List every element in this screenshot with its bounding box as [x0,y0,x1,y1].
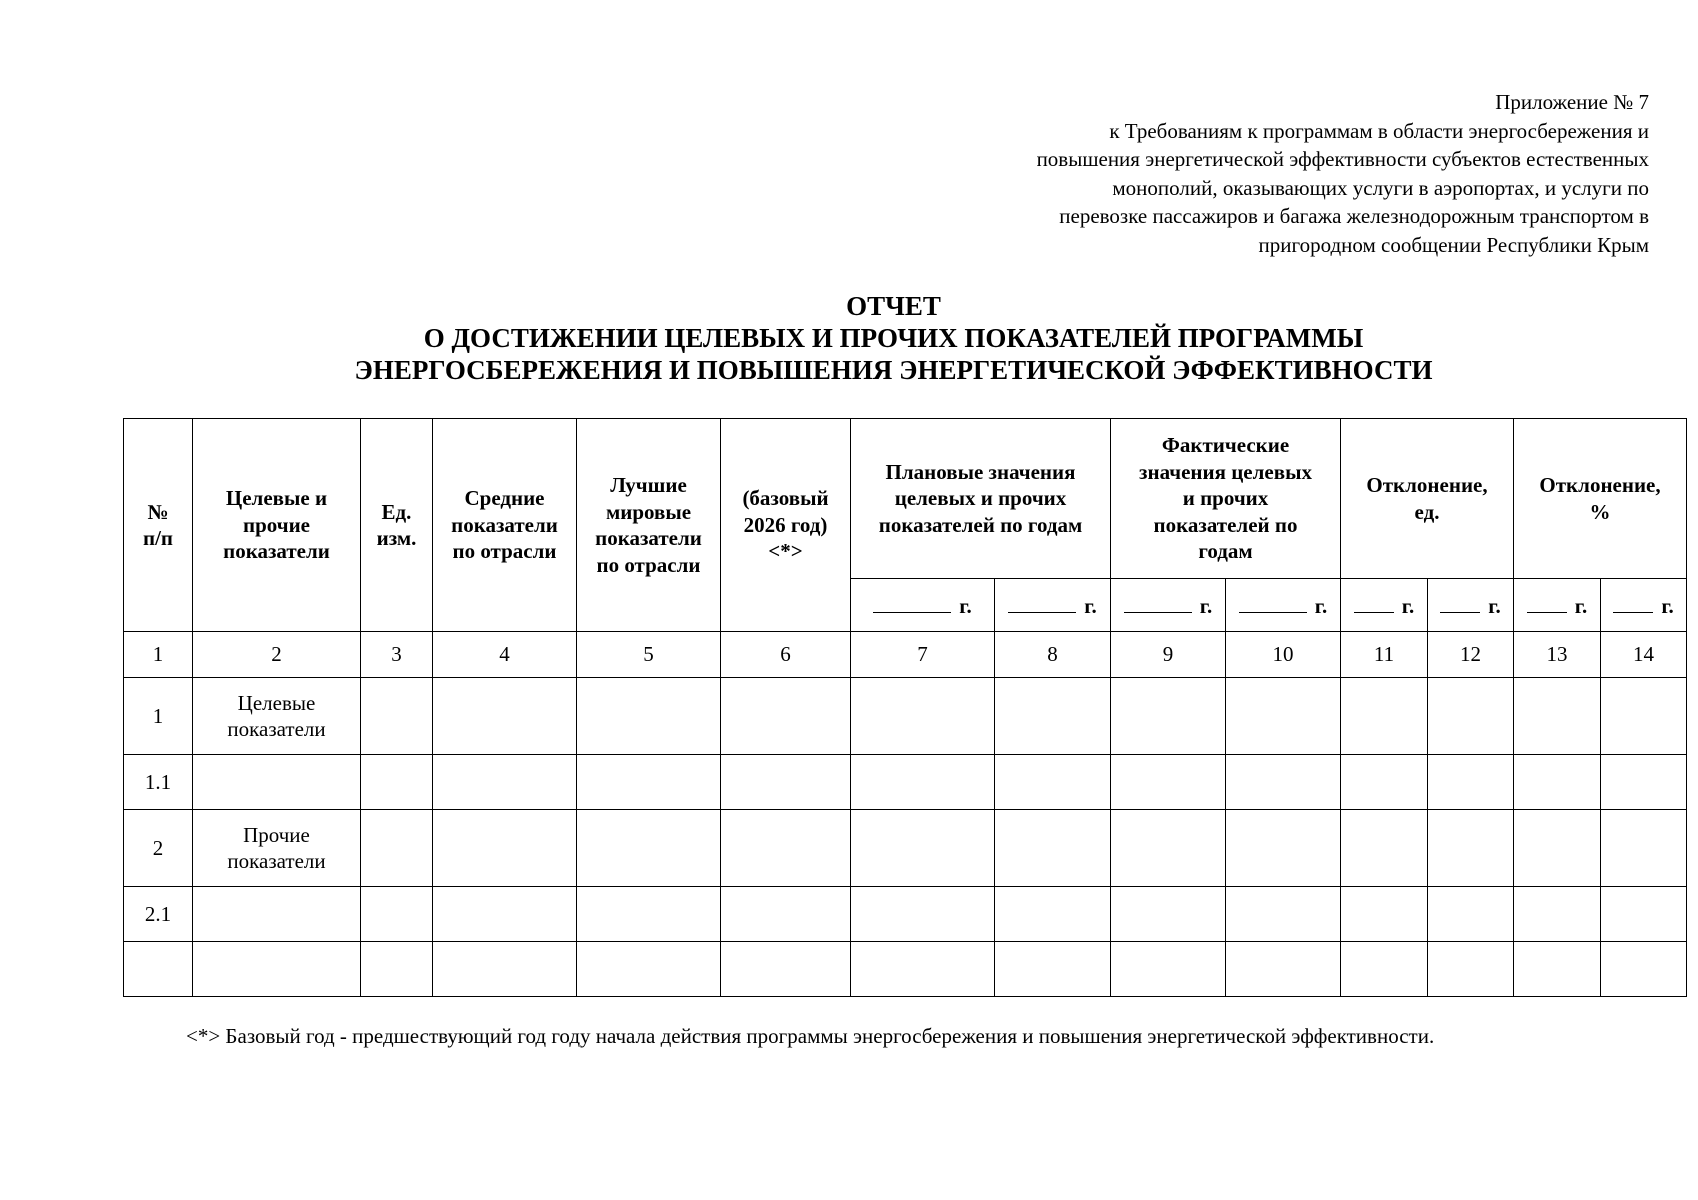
data-cell [361,887,433,942]
column-number: 1 [124,632,193,678]
data-cell [721,678,851,755]
data-cell [577,810,721,887]
row-label: Прочие показатели [193,810,361,887]
data-cell [1428,942,1514,997]
header-world-best: Лучшие мировые показатели по отрасли [577,419,721,632]
row-label [193,887,361,942]
column-number: 6 [721,632,851,678]
header-base-year: (базовый 2026 год) <*> [721,419,851,632]
header-planned-values: Плановые значения целевых и прочих показателей по годам [851,419,1111,579]
data-cell [433,942,577,997]
year-cell: г. [1514,579,1601,632]
data-cell [851,755,995,810]
data-cell [433,887,577,942]
data-cell [361,942,433,997]
column-number: 10 [1226,632,1341,678]
year-cell: г. [851,579,995,632]
data-cell [851,810,995,887]
data-cell [577,942,721,997]
data-cell [995,810,1111,887]
row-number [124,942,193,997]
data-cell [1428,678,1514,755]
data-cell [995,678,1111,755]
report-table [123,418,1687,997]
column-number: 14 [1601,632,1687,678]
appendix-line: Приложение № 7 [1495,90,1649,114]
table-row [124,810,1687,887]
data-cell [1226,942,1341,997]
data-cell [1514,810,1601,887]
appendix-line: к Требованиям к программам в области энергосбережения и [1109,118,1649,143]
header-number: № п/п [124,419,193,632]
column-number: 11 [1341,632,1428,678]
data-cell [1601,810,1687,887]
data-cell [851,887,995,942]
year-cell: г. [995,579,1111,632]
data-cell [1514,755,1601,810]
data-cell [577,678,721,755]
title-line: О ДОСТИЖЕНИИ ЦЕЛЕВЫХ И ПРОЧИХ ПОКАЗАТЕЛЕЙ ПРОГРАММЫ [423,323,1364,353]
data-cell [1428,755,1514,810]
row-label [193,755,361,810]
data-cell [1341,678,1428,755]
data-cell [433,678,577,755]
row-label [193,942,361,997]
appendix-line: монополий, оказывающих услуги в аэропортах, и услуги по [1112,175,1649,200]
column-number: 7 [851,632,995,678]
appendix-header [889,88,1649,259]
footnote: <*> Базовый год - предшествующий год году начала действия программы энергосбережения и повышения энергетической эффективности. [186,1024,1435,1048]
data-cell [577,755,721,810]
data-cell [1111,755,1226,810]
row-number: 2 [124,810,193,887]
data-cell [1111,678,1226,755]
table-row [124,678,1687,755]
appendix-line: повышения энергетической эффективности субъектов естественных [1036,147,1649,171]
row-number: 1 [124,678,193,755]
data-cell [1341,755,1428,810]
data-cell [1111,942,1226,997]
column-number: 9 [1111,632,1226,678]
data-cell [1341,810,1428,887]
row-label: Целевые показатели [193,678,361,755]
year-cell: г. [1428,579,1514,632]
column-number: 13 [1514,632,1601,678]
header-deviation-units: Отклонение, ед. [1341,419,1514,579]
data-cell [721,942,851,997]
data-cell [851,942,995,997]
appendix-line: пригородном сообщении Республики Крым [1258,232,1649,257]
data-cell [1601,887,1687,942]
data-cell [1226,678,1341,755]
column-number: 12 [1428,632,1514,678]
column-number: 4 [433,632,577,678]
report-title [0,290,1698,386]
appendix-line: перевозке пассажиров и багажа железнодорожным транспортом в [1059,204,1649,228]
title-line: ОТЧЕТ [846,291,941,321]
data-cell [1428,810,1514,887]
data-cell [577,887,721,942]
header-actual-values: Фактические значения целевых и прочих показателей по годам [1111,419,1341,579]
header-deviation-percent: Отклонение, % [1514,419,1687,579]
column-number: 5 [577,632,721,678]
data-cell [361,678,433,755]
data-cell [995,887,1111,942]
year-cell: г. [1341,579,1428,632]
table-row [124,755,1687,810]
data-cell [1341,887,1428,942]
year-cell: г. [1226,579,1341,632]
data-cell [1428,887,1514,942]
column-number: 8 [995,632,1111,678]
year-cell: г. [1111,579,1226,632]
data-cell [1514,942,1601,997]
data-cell [1111,810,1226,887]
year-cell: г. [1601,579,1687,632]
data-cell [721,810,851,887]
data-cell [1601,755,1687,810]
header-industry-average: Средние показатели по отрасли [433,419,577,632]
data-cell [995,942,1111,997]
data-cell [1226,755,1341,810]
data-cell [433,755,577,810]
data-cell [995,755,1111,810]
data-cell [361,755,433,810]
data-cell [361,810,433,887]
column-number: 3 [361,632,433,678]
data-cell [1514,678,1601,755]
data-cell [1111,887,1226,942]
title-line: ЭНЕРГОСБЕРЕЖЕНИЯ И ПОВЫШЕНИЯ ЭНЕРГЕТИЧЕСКОЙ ЭФФЕКТИВНОСТИ [354,355,1433,385]
header-indicators: Целевые и прочие показатели [193,419,361,632]
data-cell [851,678,995,755]
data-cell [1341,942,1428,997]
data-cell [1226,887,1341,942]
data-cell [1226,810,1341,887]
row-number: 1.1 [124,755,193,810]
data-cell [1601,678,1687,755]
table-row [124,887,1687,942]
data-cell [1601,942,1687,997]
row-number: 2.1 [124,887,193,942]
data-cell [433,810,577,887]
table-row [124,942,1687,997]
column-number: 2 [193,632,361,678]
data-cell [721,887,851,942]
header-unit: Ед. изм. [361,419,433,632]
data-cell [721,755,851,810]
data-cell [1514,887,1601,942]
